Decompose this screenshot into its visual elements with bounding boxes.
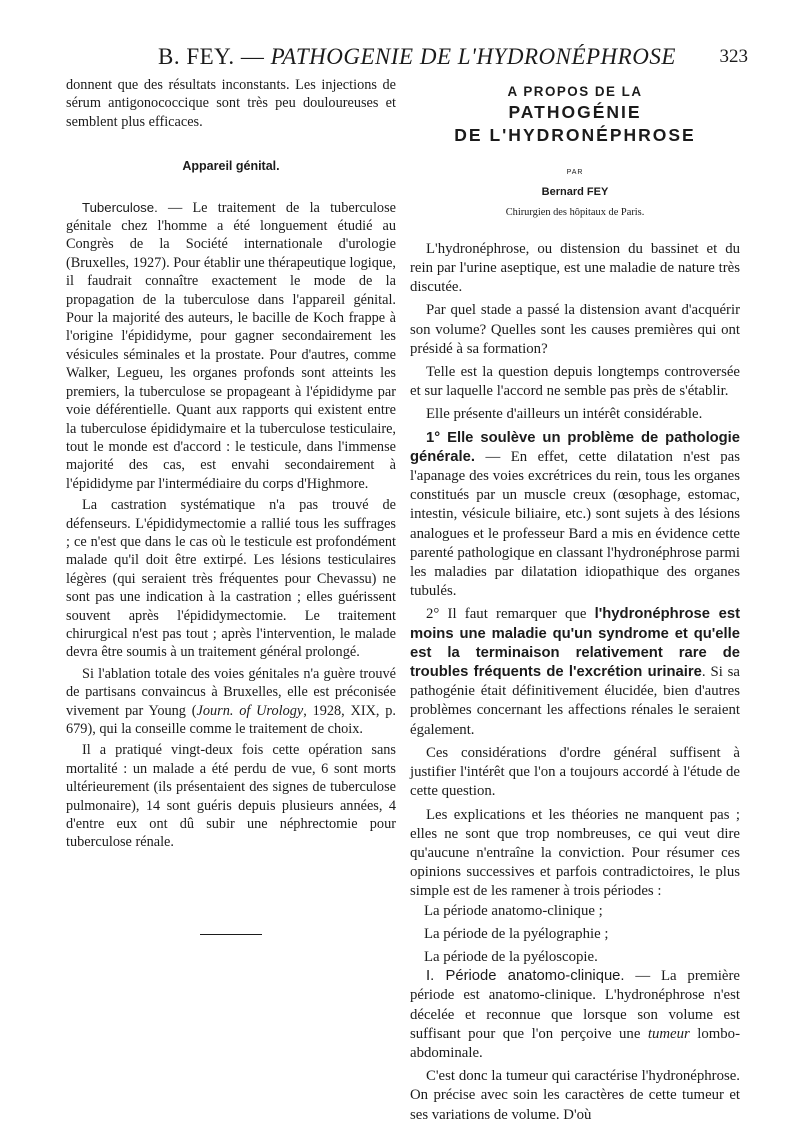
paragraph-point-1 <box>410 429 740 602</box>
paragraph-tumeur: C'est donc la tumeur qui caractérise l'hydronéphrose. On précise avec soin les caractères de cette tumeur et ses variations de volume. D'où <box>410 1068 740 1123</box>
term-tuberculose: Tuberculose. <box>82 199 158 215</box>
section-heading-appareil-genital: Appareil génital. <box>182 159 280 174</box>
period-item-1: La période anatomo-clinique ; <box>424 902 603 919</box>
author-name: Bernard FEY <box>541 186 609 199</box>
point-1-body: — En effet, cette dilatation n'est pas l'apanage des voies excrétrices du rein, tous les organes constitués par un muscle creux (œsophage, estomac, intestin, vésicule biliaire, etc.) sont sujets à des lésions analogues et le professeur Bard a mis en évidence cette parenté pathologique en classant l'hydronéphrose parmi les maladies par dilatation idiopathique des organes tubulés. <box>410 448 740 600</box>
article-title-line-1: PATHOGÉNIE <box>508 102 642 123</box>
running-title-author: B. FEY. — <box>158 44 271 69</box>
article-title-line-2: DE L'HYDRONÉPHROSE <box>454 125 696 146</box>
point-2-emphasis: l'hydronéphrose est moins une maladie qu'un syndrome et qu'elle est la terminaison relativement rare de troubles fréquents de l'excrétion urinaire <box>410 606 740 681</box>
journal-title: Journ. of Urology <box>196 702 304 719</box>
right-column <box>410 76 740 1125</box>
text-young-b: , 1928, XIX, p. 679), qui la conseille comme le traitement de choix. <box>66 702 396 737</box>
point-2-a: 2° Il faut remarquer que <box>426 606 595 623</box>
paragraph-intro: donnent que des résultats inconstants. Les injections de sérum antigonococcique sont très peu douloureuses et semblent plus efficaces. <box>66 77 396 130</box>
running-title <box>158 44 718 70</box>
author-role: Chirurgien des hôpitaux de Paris. <box>505 206 645 218</box>
running-head <box>60 44 750 74</box>
point-2-b: . Si sa pathogénie était définitivement élucidée, bien d'autres problèmes concernant les affections rénales le seraient également. <box>410 664 740 738</box>
paragraph-controverse: Telle est la question depuis longtemps controversée et sur laquelle l'accord ne semble pas près de s'établir. <box>410 364 740 400</box>
paragraph-vingt-deux: Il a pratiqué vingt-deux fois cette opération sans mortalité : un malade a été perdu de vue, 6 sont morts ultérieurement (ils présentaient des signes de tuberculose pulmonaire), 14 sont guéris depuis plusieurs années, 4 d'entre eux ont dû subir une néphrectomie pour tuberculose rénale. <box>66 742 396 851</box>
byline-par: PAR <box>566 169 584 177</box>
page-number: 323 <box>719 46 748 67</box>
paragraph-question: Par quel stade a passé la distension avant d'acquérir son volume? Quelles sont les causes premières qui ont présidé à sa formation? <box>410 302 740 357</box>
section-I-body: — La première période est anatomo-clinique. L'hydronéphrose n'est décelée et reconnue que lorsque son volume est suffisant pour que l'on perçoive une <box>410 968 740 1042</box>
paragraph-tuberculose <box>66 199 396 494</box>
period-item-3: La période de la pyéloscopie. <box>424 948 598 965</box>
article-kicker: A PROPOS DE LA <box>507 84 643 99</box>
text-young-a: Si l'ablation totale des voies génitales n'a guère trouvé de partisans convaincus à Bruxelles, elle est préconisée vivement par Young ( <box>66 665 396 719</box>
period-list <box>410 902 740 968</box>
section-I-end: lombo-abdominale. <box>410 1025 740 1061</box>
paragraph-castration: La castration systématique n'a pas trouvé de défenseurs. L'épididymectomie a rallié tous les suffrages ; ce n'est que dans le cas où le testicule est profondément malade qu'il doit être extirpé. Les lésions testiculaires légères (qui seraient très fréquentes pour Chevassu) ne sont pas une indication à la castration ; elles guérissent souvent après l'épididymectomie. Le traitement chirurgical n'est pas tout ; après l'intervention, le malade devra être soumis à un traitement général prolongé. <box>66 497 396 661</box>
paragraph-point-2 <box>410 605 740 739</box>
text-tuberculose: — Le traitement de la tuberculose génitale chez l'homme a été longuement étudié au Congrès de la Société internationale d'urologie (Bruxelles, 1927). Pour établir une thérapeutique logique, il faudrait connaître exactement le mode de la propagation de la tuberculose dans l'appareil génital. Pour la majorité des auteurs, le bacille de Koch frappe à l'origine l'épididyme, pour gagner secondairement les vésicules séminales et la prostate. Pour d'autres, comme Walker, Legueu, les organes profonds sont atteints les premiers, la tuberculose se propageant à l'épididyme par voie déférentielle. Quant aux rapports qui existent entre la tuberculose épididymaire et la tuberculose testiculaire, tout le monde est d'accord : le testicule, dans l'immense majorité des cas, est envahi secondairement à l'épididyme par l'intermédiaire du corps d'Highmore. <box>66 199 396 492</box>
section-I-italic: tumeur <box>647 1025 690 1042</box>
paragraph-explications: Les explications et les théories ne manquent pas ; elles ne sont que trop nombreuses, ce qui veut dire qu'aucune n'entraîne la conviction. Pour résumer ces opinions successives et parfois contradictoires, le plus simple est de les ramener à trois périodes : <box>410 806 740 900</box>
paragraph-young <box>66 665 396 739</box>
end-rule <box>200 934 262 935</box>
period-item-2: La période de la pyélographie ; <box>424 925 609 942</box>
point-1-lead: 1° Elle soulève un problème de pathologie générale. <box>410 429 740 465</box>
running-title-subject: PATHOGENIE DE L'HYDRONÉPHROSE <box>270 44 676 69</box>
left-column <box>66 76 396 935</box>
paragraph-section-I <box>410 967 740 1063</box>
paragraph-interet: Elle présente d'ailleurs un intérêt considérable. <box>426 406 703 423</box>
section-I-label: I. Période anatomo-clinique. <box>426 968 625 985</box>
paragraph-definition: L'hydronéphrose, ou distension du bassinet et du rein par l'urine aseptique, est une maladie de nature très discutée. <box>410 240 740 296</box>
paragraph-considerations: Ces considérations d'ordre général suffisent à justifier l'intérêt que l'on a toujours accordé à l'étude de cette question. <box>410 744 740 800</box>
